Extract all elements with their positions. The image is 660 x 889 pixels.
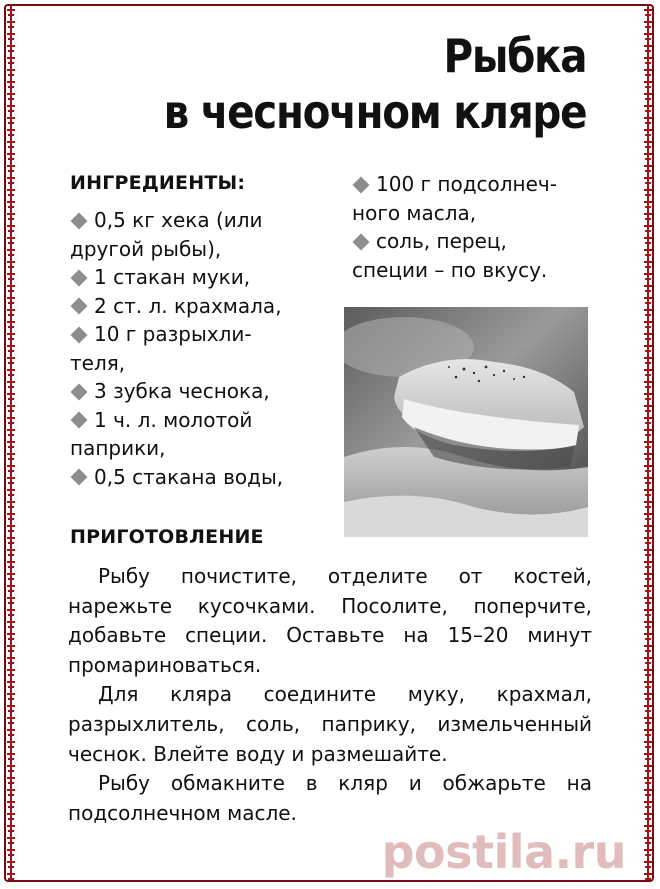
ingredient-item: 2 ст. л. крахмала, (70, 292, 340, 321)
ingredient-item: 3 зубка чеснока, (70, 377, 340, 406)
recipe-title (163, 28, 586, 140)
ingredient-item: 1 стакан муки, (70, 263, 340, 292)
diamond-bullet-icon (71, 469, 88, 486)
preparation-paragraph: Для кляра соедините муку, крахмал, разрыхлитель, соль, паприку, измельченный чеснок. Влейте воду и размешайте. (68, 682, 592, 766)
diamond-bullet-icon (353, 233, 370, 250)
ingredient-item-continuation: другой рыбы), (70, 236, 222, 261)
title-line-2: в чесночном кляре (163, 85, 586, 139)
ingredient-item-continuation: специи – по вкусу. (352, 257, 548, 282)
diamond-bullet-icon (71, 269, 88, 286)
ingredient-item-continuation: паприки, (70, 436, 166, 460)
watermark: postila.ru (381, 825, 626, 879)
ingredient-item: соль, перец, (352, 227, 614, 256)
ingredient-item: 100 г подсолнеч- (352, 170, 614, 199)
preparation-paragraph: Рыбу почистите, отделите от костей, нарежьте кусочками. Посолите, поперчите, добавьте специи. Оставьте на 15–20 минут промариноваться. (68, 564, 592, 677)
preparation-text (68, 562, 592, 828)
ingredient-item: 1 ч. л. молотой (70, 406, 340, 435)
preparation-heading: ПРИГОТОВЛЕНИЕ (70, 526, 264, 548)
title-line-1: Рыбка (443, 29, 586, 83)
ingredient-item: 0,5 стакана воды, (70, 463, 340, 492)
ingredient-item: 10 г разрыхли- (70, 320, 340, 349)
diamond-bullet-icon (353, 176, 370, 193)
ingredients-list-left (70, 206, 340, 491)
diamond-bullet-icon (71, 212, 88, 229)
diamond-bullet-icon (71, 326, 88, 343)
ingredient-item-continuation: ного масла, (352, 200, 477, 225)
diamond-bullet-icon (71, 383, 88, 400)
fried-fish-photo (344, 307, 588, 537)
preparation-paragraph: Рыбу обмакните в кляр и обжарьте на подсолнечном масле. (68, 771, 592, 825)
ingredient-item: 0,5 кг хека (или (70, 206, 340, 235)
ornament-left (6, 6, 16, 880)
diamond-bullet-icon (71, 298, 88, 315)
ingredients-list-right (352, 170, 614, 284)
fish-photo-illustration (344, 307, 588, 537)
ingredient-item-continuation: теля, (70, 350, 126, 375)
diamond-bullet-icon (71, 412, 88, 429)
ornament-right (643, 6, 653, 880)
ingredients-heading: ИНГРЕДИЕНТЫ: (70, 172, 246, 194)
